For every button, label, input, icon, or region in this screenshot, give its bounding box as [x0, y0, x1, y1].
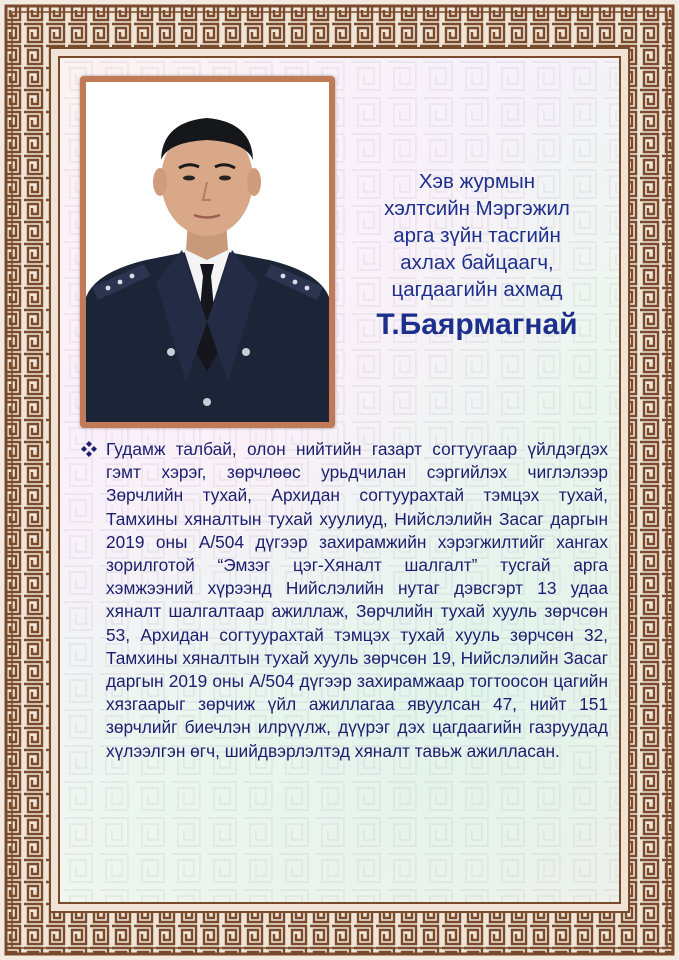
description-block — [80, 438, 608, 763]
title-line: Хэв журмын — [418, 170, 536, 193]
officer-portrait-image — [86, 82, 329, 422]
title-line: ахлах байцаагч, — [400, 251, 554, 274]
content-panel — [58, 56, 621, 904]
title-line: арга зүйн тасгийн — [393, 224, 561, 247]
person-name: Т.Баярмагнай — [376, 308, 578, 341]
title-line: цагдаагийн ахмад — [391, 278, 563, 301]
four-diamond-bullet-icon — [80, 440, 98, 458]
portrait-frame — [80, 76, 335, 428]
portrait-photo — [86, 82, 329, 422]
title-block — [342, 168, 612, 345]
description-text: Гудамж талбай, олон нийтийн газарт согтуугаар үйлдэгдэх гэмт хэрэг, зөрчлөөс урьдчилан сэргийлэх чиглэлээр Зөрчлийн тухай, Архидан согтуурахтай тэмцэх тухай, Тамхины хяналтын тухай хуулиуд, Нийслэлийн Засаг даргын 2019 оны А/504 дүгээр захирамжийн хэрэгжилтийг хангах зорилготой “Эмзэг цэг-Хяналт шалгалт” тусгай арга хэмжээний хүрээнд Нийслэлийн нутаг дэвсгэрт 13 удаа хяналт шалгалтаар ажиллаж, Зөрчлийн тухай хууль зөрчсөн 53, Архидан согтуурахтай тэмцэх тухай хууль зөрчсөн 32, Тамхины хяналтын тухай хууль зөрчсөн 19, Нийслэлийн Засаг даргын 2019 оны А/504 дүгээр захирамжаар тогтоосон цагийн хязгаарыг зөрчиж үйл ажиллагаа явуулсан 47, нийт 151 зөрчлийг биечлэн илрүүлж, дүүрэг дэх цагдаагийн газруудад хүлээлгэн өгч, шийдвэрлэлтэд хяналт тавьж ажилласан. — [106, 439, 608, 761]
title-line: хэлтсийн Мэргэжил — [384, 197, 570, 220]
